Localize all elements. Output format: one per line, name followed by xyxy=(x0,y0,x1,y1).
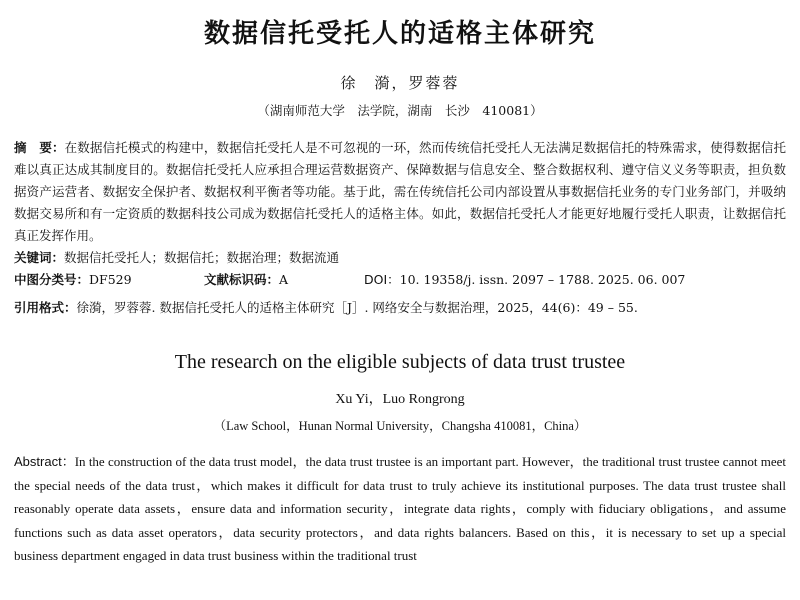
citation-format xyxy=(14,297,786,319)
document-code-value: A xyxy=(279,272,289,287)
classification-row xyxy=(14,269,786,291)
affiliation-english: （Law School，Hunan Normal University，Changsha 410081，China） xyxy=(213,419,587,433)
authors-chinese: 徐 漪，罗蓉蓉 xyxy=(340,74,460,92)
affiliation-chinese: （湖南师范大学 法学院，湖南 长沙 410081） xyxy=(257,103,543,118)
keywords-chinese xyxy=(14,247,786,269)
abstract-text-chinese: 在数据信托模式的构建中，数据信托受托人是不可忽视的一环，然而传统信托受托人无法满足数据信托的特殊需求，使得数据信托难以真正达成其制度目的。数据信托受托人应承担合理运营数据资产、保障数据与信息安全、整合数据权利、遵守信义义务等职责，担负数据资产运营者、数据安全保护者、数据权利平衡者等功能。基于此，需在传统信托公司内部设置从事数据信托业务的专门业务部门，并吸纳数据交易所和有一定资质的数据科技公司成为数据信托受托人的适格主体。如此，数据信托受托人才能更好地履行受托人职责，让数据信托真正发挥作用。 xyxy=(14,140,786,243)
abstract-chinese xyxy=(14,137,786,247)
clc-number xyxy=(14,269,204,291)
title-chinese: 数据信托受托人的适格主体研究 xyxy=(203,19,596,49)
doi xyxy=(364,269,685,291)
citation-text: 徐漪，罗蓉蓉. 数据信托受托人的适格主体研究［J］. 网络安全与数据治理，2025，44(6)：49 – 55. xyxy=(76,300,638,315)
title-english: The research on the eligible subjects of data trust trustee xyxy=(174,351,626,373)
doi-value: 10. 19358/j. issn. 2097 – 1788. 2025. 06. 007 xyxy=(399,272,686,287)
abstract-text-english: ：In the construction of the data trust model，the data trust trustee is an important part. However，the traditional trust trustee cannot meet the special needs of the data trust，which makes it difficult for data trust to truly achieve its institutional purposes. The data trust trustee shall reasonably operate data assets，ensure data and information security，integrate data rights，comply with fiduciary obligations，and assume functions such as data asset operators，data security protectors，and data rights balancers. Based on this，it is necessary to set up a special business department engaged in data trust business within the traditional trust xyxy=(14,454,786,563)
document-code-label: 文献标识码： xyxy=(204,272,280,287)
abstract-label-chinese: 摘 要： xyxy=(14,140,65,155)
authors-english: Xu Yi，Luo Rongrong xyxy=(335,392,465,407)
document-code xyxy=(204,269,364,291)
clc-label: 中图分类号： xyxy=(14,272,90,287)
doi-label: DOI： xyxy=(364,272,400,287)
keywords-text: 数据信托受托人；数据信托；数据治理；数据流通 xyxy=(64,250,340,265)
clc-value: DF529 xyxy=(89,272,132,287)
abstract-english xyxy=(14,450,786,568)
abstract-label-english: Abstract xyxy=(14,454,62,469)
citation-label: 引用格式： xyxy=(14,300,77,315)
keywords-label: 关键词： xyxy=(14,250,65,265)
